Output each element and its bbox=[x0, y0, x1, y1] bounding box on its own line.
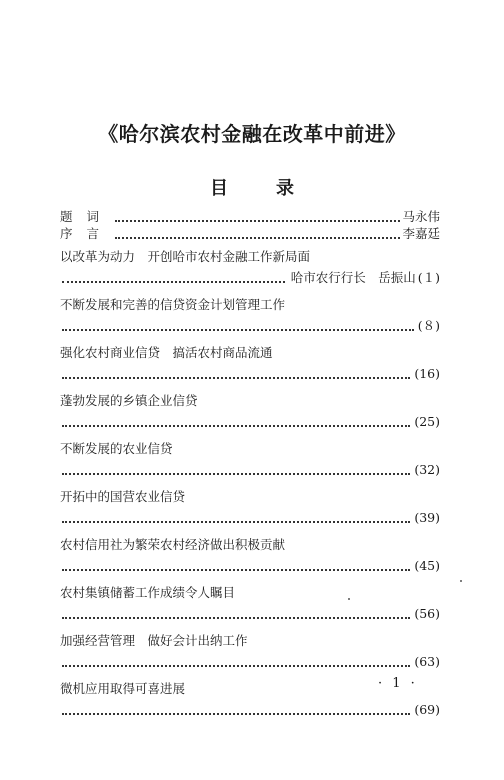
toc-entry-line bbox=[60, 460, 440, 480]
toc-inscription-row bbox=[60, 208, 440, 225]
toc-entry-page: (45) bbox=[414, 558, 440, 573]
toc-preface-row bbox=[60, 225, 440, 242]
toc-entry-page: (25) bbox=[414, 414, 440, 429]
toc-entry-page: (８) bbox=[417, 318, 440, 333]
toc-row-author: 李嘉廷 bbox=[402, 226, 440, 241]
dot-leader bbox=[62, 559, 410, 571]
toc-entry-title: 农村信用社为繁荣农村经济做出积极贡献 bbox=[60, 537, 286, 552]
toc-entry bbox=[60, 390, 440, 432]
toc-entry bbox=[60, 342, 440, 384]
toc-entry bbox=[60, 486, 440, 528]
toc-entry-title: 加强经营管理 做好会计出纳工作 bbox=[60, 633, 248, 648]
toc-entry-line bbox=[60, 508, 440, 528]
dot-leader bbox=[62, 607, 410, 619]
toc-entry-title: 农村集镇储蓄工作成绩令人瞩目 bbox=[60, 585, 236, 600]
toc-entry-title: 开拓中的国营农业信贷 bbox=[60, 489, 186, 504]
toc-entry bbox=[60, 582, 440, 624]
print-speck bbox=[348, 598, 350, 600]
toc-entry bbox=[60, 630, 440, 672]
toc-entry-page: (56) bbox=[414, 606, 440, 621]
dot-leader bbox=[62, 511, 410, 523]
toc-entry-title: 不断发展的农业信贷 bbox=[60, 441, 173, 456]
print-speck bbox=[460, 580, 462, 582]
toc-entry-line bbox=[60, 604, 440, 624]
toc-row-author: 马永伟 bbox=[402, 209, 440, 224]
toc-entry-line bbox=[60, 652, 440, 672]
toc-row-label: 题词 bbox=[60, 209, 114, 224]
toc-entry-line bbox=[60, 364, 440, 384]
toc-entry-page: (16) bbox=[414, 366, 440, 381]
toc-entry-title: 以改革为动力 开创哈市农村金融工作新局面 bbox=[60, 249, 311, 264]
dot-leader bbox=[115, 210, 400, 222]
toc-entry-line bbox=[60, 316, 440, 336]
dot-leader bbox=[62, 463, 410, 475]
toc-entry-line bbox=[60, 268, 440, 288]
dot-leader bbox=[62, 319, 414, 331]
toc-entry-title: 强化农村商业信贷 搞活农村商品流通 bbox=[60, 345, 273, 360]
toc-heading: 目录 bbox=[210, 178, 342, 199]
toc-entry-page: (39) bbox=[414, 510, 440, 525]
toc-entry-line bbox=[60, 412, 440, 432]
dot-leader bbox=[115, 227, 400, 239]
dot-leader bbox=[62, 655, 410, 667]
toc-entry-title: 不断发展和完善的信贷资金计划管理工作 bbox=[60, 297, 286, 312]
toc-entry-line bbox=[60, 700, 440, 720]
toc-entry-line bbox=[60, 556, 440, 576]
toc-entry bbox=[60, 534, 440, 576]
book-title: 《哈尔滨农村金融在改革中前进》 bbox=[98, 122, 406, 146]
toc-entry-page: (63) bbox=[414, 654, 440, 669]
toc-entry bbox=[60, 246, 440, 288]
page-number: · 1 · bbox=[378, 676, 418, 691]
toc-entry-author: 哈市农行行长 岳振山 bbox=[290, 270, 416, 285]
toc-entry-page: (69) bbox=[414, 702, 440, 717]
toc-entry bbox=[60, 438, 440, 480]
dot-leader bbox=[62, 703, 410, 715]
toc-entry-title: 微机应用取得可喜进展 bbox=[60, 681, 186, 696]
toc-entry-page: (32) bbox=[414, 462, 440, 477]
toc-entry bbox=[60, 294, 440, 336]
dot-leader bbox=[62, 367, 410, 379]
dot-leader bbox=[62, 271, 285, 283]
table-of-contents bbox=[60, 208, 440, 726]
toc-entry-title: 蓬勃发展的乡镇企业信贷 bbox=[60, 393, 198, 408]
toc-row-label: 序言 bbox=[60, 226, 114, 241]
toc-entry-page: (１) bbox=[417, 270, 440, 285]
dot-leader bbox=[62, 415, 410, 427]
